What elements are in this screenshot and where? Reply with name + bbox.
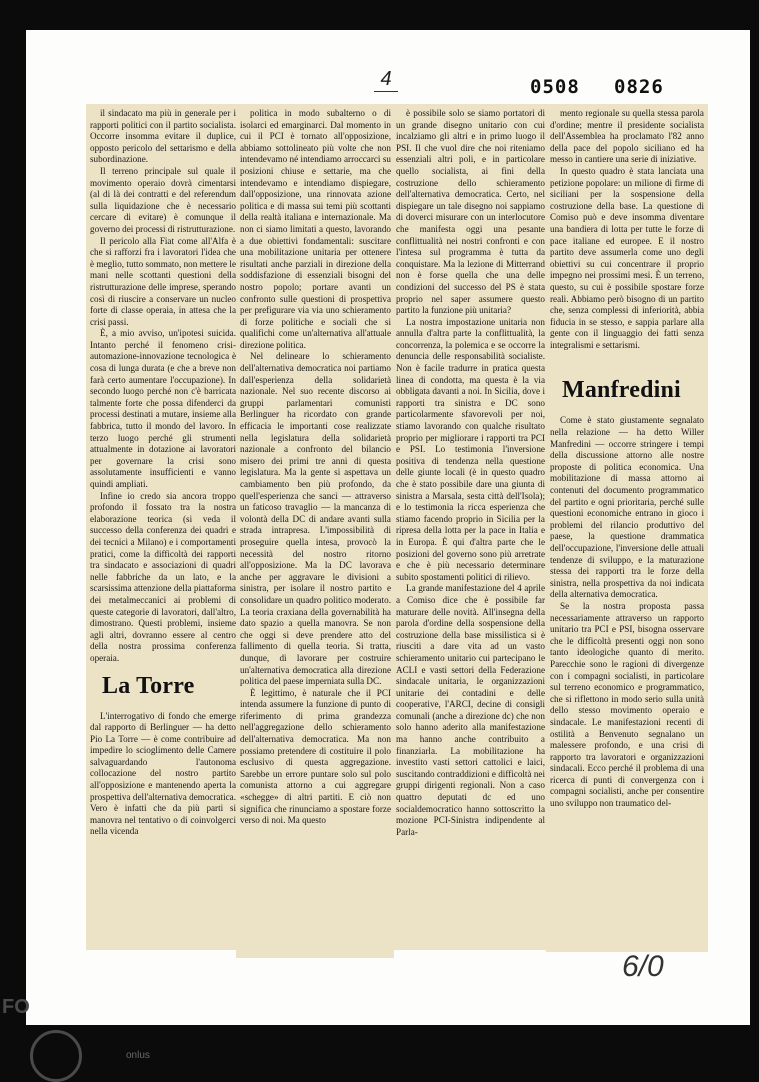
paragraph: È, a mio avviso, un'ipotesi suicida. Intanto perché il fenomeno crisi-automazione-innovazione tecnologica è cosa di lunga durata (e che a breve non farà certo aumentare l'occupazione). In secondo luogo perché non c'è barricata talmente forte che possa difenderci da processi destinati a mutare, insieme alla fabbrica, tutto il mondo del lavoro. In terzo luogo perché gli strumenti attualmente in dotazione ai lavoratori per governare la crisi sono assolutamente insufficienti e vanno quindi ampliati. bbox=[90, 328, 236, 489]
paragraph: Se la nostra proposta passa necessariamente attraverso un rapporto unitario tra PCI e PSI, bisogna osservare che le difficoltà presenti oggi non sono tanto ideologiche quanto di merito. Parecchie sono le ragioni di divergenze con i compagni socialisti, in particolare sul terreno economico e programmatico, che si riflettono in modo serio sulla unità dello stesso movimento operaio e sindacale. Le manifestazioni recenti di ostilità a Benvenuto segnalano un malessere profondo, e una crisi di rapporto tra lavoratori e organizzazioni sindacali. Ecco perché il problema di una ricerca di punti di convergenza con i compagni socialisti, anche per consentire uno sviluppo non traumatico del- bbox=[550, 600, 704, 809]
footer-logo-circle-icon bbox=[30, 1030, 82, 1082]
paragraph: il sindacato ma più in generale per i rapporti politici con il partito socialista. Occorre insomma evitare il duplice, opposto pericolo del settarismo e della subordinazione. bbox=[90, 108, 236, 165]
section-headline-manfredini: Manfredini bbox=[562, 377, 681, 404]
article-column-4 bbox=[550, 108, 704, 810]
article-column-2 bbox=[240, 108, 391, 827]
paragraph: In questo quadro è stata lanciata una petizione popolare: un milione di firme di siciliani per la sospensione della costruzione della base. La questione di Comiso può e deve insomma diventare una bandiera di lotta per tutte le forze di pace italiane ed europee. E il nostro partito deve assumerla come uno degli obiettivi su cui concentrare il proprio impegno nei prossimi mesi. È un terreno, questo, su cui è possibile spostare forze reali. Abbiamo però bisogno di un partito che, senza complessi di inferiorità, abbia fiducia in se stesso, e sappia parlare alla gente con il linguaggio dei fatti senza integralismi e settarismi. bbox=[550, 165, 704, 350]
paragraph: è possibile solo se siamo portatori di un grande disegno unitario con cui incalziamo gli altri e in primo luogo il PSI. Il che vuol dire che noi riteniamo essenziali altri poli, e in particolare quello socialista, ai fini della costruzione dello schieramento dell'alternativa democratica. Certo, nel dispiegare un tale disegno noi sappiamo di doverci misurare con un interlocutore che manifesta oggi una pesante conflittualità nei nostri confronti e con l'intesa sul programma è tutta da conquistare. Ma la lezione di Mitterrand non è forse quella che una delle condizioni del successo del PS è stata proprio nel saper assumere questo partito la funzione più unitaria? bbox=[396, 108, 545, 316]
article-column-1 bbox=[90, 108, 236, 838]
paragraph: L'interrogativo di fondo che emerge dal rapporto di Berlinguer — ha detto Pio La Torre — è come contribuire ad impedire lo scioglimento delle Camere salvaguardando l'autonoma collocazione del nostro partito all'opposizione e mantenendo aperta la prospettiva dell'alternativa democratica. Vero è infatti che da più parti si manovra nel tentativo o di coinvolgerci nella vicenda bbox=[90, 710, 236, 837]
article-column-3 bbox=[396, 108, 545, 838]
section-headline-la-torre: La Torre bbox=[102, 672, 195, 699]
paragraph: politica in modo subalterno o di isolarci ed emarginarci. Dal momento in cui il PCI è tornato all'opposizione, abbiamo sottolineato più volte che non intendevamo né intendiamo arroccarci su posizioni chiuse e settarie, ma che intendevamo e intendiamo dispiegare, dall'opposizione, una rinnovata azione politica e di massa sui temi più scottanti della realtà italiana e internazionale. Ma non ci siamo limitati a questo, lavorando a due obiettivi fondamentali: suscitare una mobilitazione unitaria per ottenere risultati anche parziali in direzione della soddisfazione di essenziali bisogni del nostro popolo; portare avanti un confronto sulle questioni di prospettiva per prefigurare via via uno schieramento di forze politiche e sociali che si qualifichi come un'alternativa all'attuale direzione politica. bbox=[240, 108, 391, 350]
footer-tag: onlus bbox=[126, 1050, 150, 1061]
footer-logo: FO bbox=[2, 996, 30, 1018]
paragraph: Infine io credo sia ancora troppo profondo il fossato tra la nostra elaborazione teorica (si veda il successo della conferenza dei quadri e dei tecnici a Milano) e i comportamenti pratici, come la difficoltà dei rapporti tra sindacato e associazioni di quadri nelle fabbriche da un lato, e la scarsissima attenzione della piattaforma dei metalmeccanici ai problemi di queste categorie di lavoratori, dall'altro, dimostrano. Questi problemi, insieme agli altri, dovranno essere al centro della nostra prossima conferenza operaia. bbox=[90, 490, 236, 663]
paragraph: La nostra impostazione unitaria non annulla d'altra parte la conflittualità, la concorrenza, la polemica e se occorre la denuncia delle responsabilità socialiste. Non è facile tradurre in pratica questa linea di condotta, ma questa è la via obbligata davanti a noi. In Sicilia, dove i rapporti tra sinistra e DC sono particolarmente sfavorevoli per noi, stiamo lavorando con qualche risultato proprio per migliorare i rapporti tra PCI e PSI. Lo testimonia l'inversione positiva di tendenza nella questione delle giunte locali (è in questo quadro che è stato possibile dare una giunta di sinistra a Marsala, sesta città dell'Isola); e lo testimonia la ricca esperienza che stiamo facendo proprio in Sicilia per la ripresa della lotta per la pace in Italia e in Europa. È qui d'altra parte che le posizioni del governo sono più arretrate e che è più necessario determinare subito spostamenti politici di rilievo. bbox=[396, 316, 545, 582]
handwritten-page-number: 4 bbox=[374, 68, 398, 92]
paragraph: Nel delineare lo schieramento dell'alternativa democratica noi partiamo dall'esperienza della solidarietà nazionale. Nel suo recente discorso ai gruppi parlamentari comunisti Berlinguer ha ricordato con grande efficacia le importanti cose realizzate nella legislatura della solidarietà nazionale a confronto del bilancio misero dei primi tre anni di questa legislatura. Ma la gente si aspettava un cambiamento ben più profondo, da quell'esperienza che sancì — attraverso un faticoso travaglio — la mancanza di volontà della DC di andare avanti sulla strada intrapresa. L'impossibilità di proseguire quella intesa, provocò la necessità del nostro ritorno all'opposizione. Ma la DC lavorava anche per aggravare le divisioni a sinistra, per isolare il nostro partito e consolidare un quadro politico moderato. La teoria craxiana della governabilità ha dato spazio a quella manovra. Se non che oggi si deve prendere atto del fallimento di quella teoria. Si tratta, dunque, di lavorare per costruire un'alternativa democratica alla direzione politica del paese imperniata sulla DC. bbox=[240, 351, 391, 687]
handwritten-page-mark: 6/0 bbox=[622, 950, 664, 983]
paragraph: La grande manifestazione del 4 aprile a Comiso dice che è possibile far maturare delle novità. All'insegna della parola d'ordine della sospensione della costruzione della base missilistica si è riusciti a dare vita ad un vasto schieramento unitario cui partecipano le ACLI e vasti settori della Federazione sindacale unitaria, le organizzazioni unitarie dei contadini e delle cooperative, l'ARCI, decine di consigli comunali (anche a direzione dc) che non solo hanno aderito alla manifestazione ma hanno anche contribuito a finanziarla. La mobilitazione ha investito vasti settori cattolici e laici, suscitando contraddizioni e difficoltà nei gruppi dirigenti regionali. Non a caso quattro deputati dc ed uno socialdemocratico hanno sottoscritto la mozione PCI-Sinistra indipendente al Parla- bbox=[396, 583, 545, 837]
archive-stamp-left: 0508 bbox=[530, 76, 580, 98]
paragraph: Il terreno principale sul quale il movimento operaio dovrà cimentarsi (al di là dei contratti e del referendum sulla liquidazione che è necessario cercare di evitare) è comunque il governo dei processi di ristrutturazione. bbox=[90, 165, 236, 234]
paragraph: Come è stato giustamente segnalato nella relazione — ha detto Willer Manfredini — occorre stringere i tempi della discussione attorno alle nostre proposte di politica economica. Una mobilitazione di massa attorno ai contenuti del documento programmatico del partito e ogni prioritaria, perché sulle questioni economiche entrano in gioco i problemi del rilancio produttivo del paese, la questione drammatica dell'occupazione, l'inversione delle attuali tendenze di sviluppo, e la maturazione stessa dei rapporti tra le forze della sinistra, nella prospettiva da noi indicata della alternativa democratica. bbox=[550, 415, 704, 600]
paragraph: Il pericolo alla Fiat come all'Alfa è che si rafforzi fra i lavoratori l'idea che è meglio, tutto sommato, non mettere le mani nelle scottanti questioni della ristrutturazione delle imprese, sperando così di riuscire a conservare un nucleo forte di classe operaia, in attesa che la crisi passi. bbox=[90, 235, 236, 327]
paragraph: È legittimo, è naturale che il PCI intenda assumere la funzione di punto di riferimento di prima grandezza nell'aggregazione dello schieramento dell'alternativa democratica. Ma non possiamo pretendere di costituire il polo esclusivo di questa aggregazione. Sarebbe un errore puntare solo sul polo comunista attorno a cui aggregare «schegge» di altri partiti. E ciò non significa che rinunciamo a spostare forze verso di noi. Ma questo bbox=[240, 687, 391, 826]
paragraph: mento regionale su quella stessa parola d'ordine; mentre il presidente socialista dell'Assemblea ha proclamato l'82 anno della pace del popolo siciliano ed ha messo in cantiere una serie di iniziative. bbox=[550, 108, 704, 165]
archive-stamp-right: 0826 bbox=[614, 76, 664, 98]
